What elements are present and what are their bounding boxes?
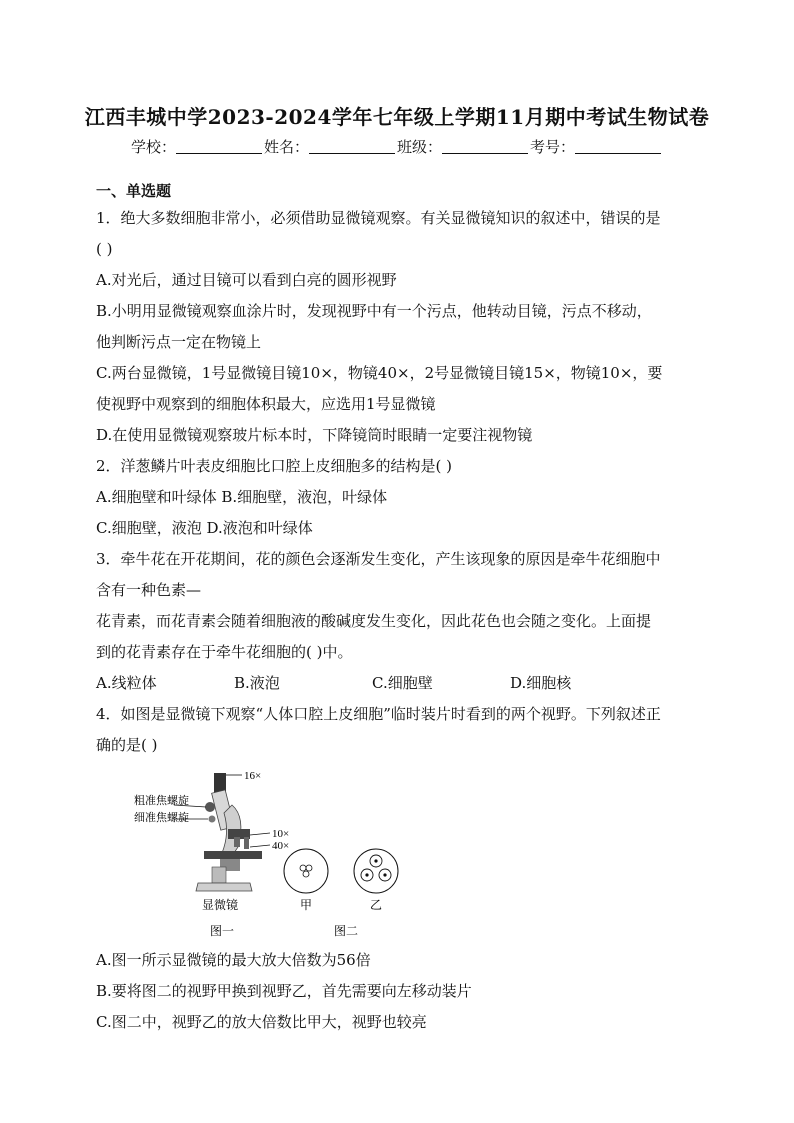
q1-option-a[interactable]: A.对光后，通过目镜可以看到白亮的圆形视野 — [96, 271, 397, 289]
number-label: 考号： — [530, 138, 576, 156]
field-jia-label: 甲 — [300, 898, 313, 912]
q4-stem-line2: 确的是( ) — [96, 736, 158, 754]
class-blank[interactable] — [442, 139, 528, 154]
q3-option-a[interactable]: A.线粒体 — [96, 674, 157, 692]
exam-title: 江西丰城中学2023-2024学年七年级上学期11月期中考试生物试卷 — [84, 105, 710, 129]
q1-option-c-line1[interactable]: C.两台显微镜，1号显微镜目镜10×，物镜40×，2号显微镜目镜15×，物镜10×，要 — [96, 364, 663, 382]
objective-40x-label: 40× — [272, 840, 290, 852]
figure-one-caption: 图一 — [210, 924, 235, 938]
q1-stem-line1: 1．绝大多数细胞非常小，必须借助显微镜观察。有关显微镜知识的叙述中，错误的是 — [96, 209, 661, 227]
section-heading: 一、单选题 — [96, 182, 172, 200]
field-yi — [354, 849, 398, 893]
q1-option-d[interactable]: D.在使用显微镜观察玻片标本时，下降镜筒时眼睛一定要注视物镜 — [96, 426, 533, 444]
student-info-line — [0, 136, 794, 157]
school-blank[interactable] — [176, 139, 262, 154]
q4-option-a[interactable]: A.图一所示显微镜的最大放大倍数为56倍 — [96, 951, 371, 969]
eyepiece-label: 16× — [244, 770, 262, 782]
q2-options-cd[interactable]: C.细胞壁，液泡 D.液泡和叶绿体 — [96, 519, 313, 537]
q4-stem-line1: 4．如图是显微镜下观察“人体口腔上皮细胞”临时装片时看到的两个视野。下列叙述正 — [96, 705, 661, 723]
q1-option-b-line2: 他判断污点一定在物镜上 — [96, 333, 262, 351]
field-yi-label: 乙 — [370, 898, 383, 912]
microscope-base — [196, 883, 252, 891]
number-blank[interactable] — [575, 139, 661, 154]
q3-stem-line1: 3．牵牛花在开花期间，花的颜色会逐渐发生变化，产生该现象的原因是牵牛花细胞中 — [96, 550, 661, 568]
figure-two-caption: 图二 — [334, 924, 359, 938]
name-label: 姓名： — [263, 138, 309, 156]
questions — [96, 203, 700, 1038]
coarse-focus-label: 粗准焦螺旋 — [134, 795, 189, 807]
q2-stem: 2．洋葱鳞片叶表皮细胞比口腔上皮细胞多的结构是( ) — [96, 457, 453, 475]
q1-stem-line2: ( ) — [96, 240, 113, 258]
school-label: 学校： — [130, 138, 176, 156]
objective-10x-label: 10× — [272, 828, 290, 840]
microscope-figure — [134, 767, 434, 939]
fine-focus-label: 细准焦螺旋 — [134, 812, 189, 824]
q3-option-b[interactable]: B.液泡 — [234, 674, 280, 692]
q3-stem-line2: 含有一种色素— — [96, 581, 202, 599]
q3-option-c[interactable]: C.细胞壁 — [372, 674, 433, 692]
q3-stem-line4: 到的花青素存在于牵牛花细胞的( )中。 — [96, 643, 353, 661]
q4-option-b[interactable]: B.要将图二的视野甲换到视野乙，首先需要向左移动装片 — [96, 982, 472, 1000]
q3-option-d[interactable]: D.细胞核 — [510, 674, 572, 692]
q1-option-c-line2: 使视野中观察到的细胞体积最大，应选用1号显微镜 — [96, 395, 436, 413]
q2-options-ab[interactable]: A.细胞壁和叶绿体 B.细胞壁，液泡，叶绿体 — [96, 488, 388, 506]
q4-figure — [96, 767, 700, 943]
q1-option-b-line1[interactable]: B.小明用显微镜观察血涂片时，发现视野中有一个污点，他转动目镜，污点不移动， — [96, 302, 652, 320]
q3-options — [96, 668, 700, 699]
q4-option-c[interactable]: C.图二中，视野乙的放大倍数比甲大，视野也较亮 — [96, 1013, 427, 1031]
q3-stem-line3: 花青素，而花青素会随着细胞液的酸碱度发生变化，因此花色也会随之变化。上面提 — [96, 612, 652, 630]
name-blank[interactable] — [309, 139, 395, 154]
microscope-stage — [204, 851, 262, 859]
class-label: 班级： — [397, 138, 443, 156]
microscope-caption: 显微镜 — [202, 898, 239, 912]
